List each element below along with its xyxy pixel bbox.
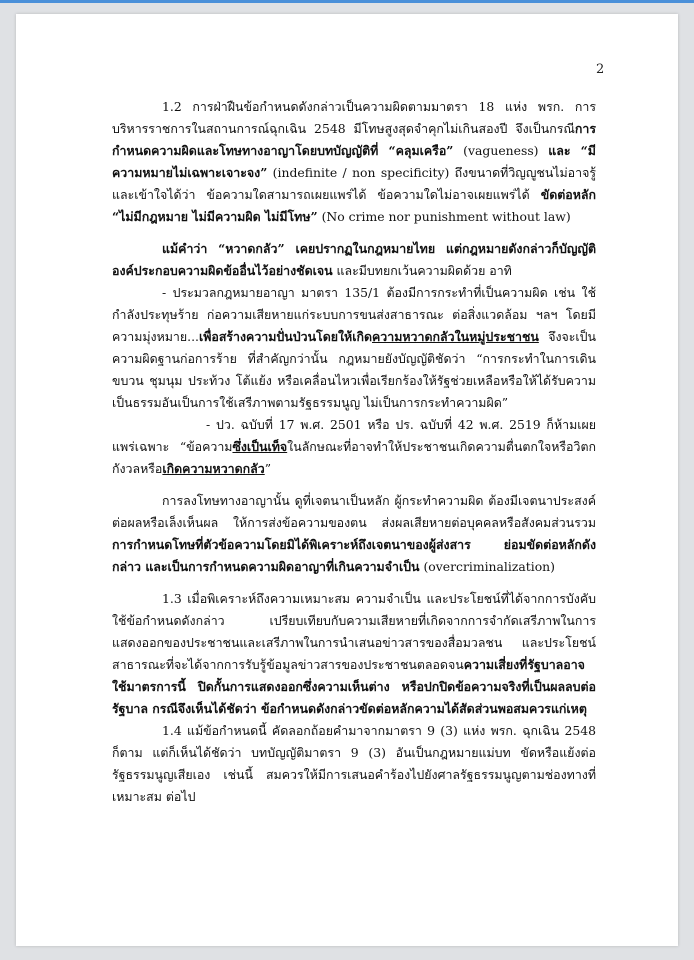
text: - ประมวลกฎหมายอาญา มาตรา 135/1 ต้องมีการกระทำที่เป็นความผิด เช่น ใช้กำลังประทุษร้าย ก่อความเสียหายแก่ระบบการขนส่งสาธารณะ ต่อสิ่งแวดล้อม ฯลฯ โดยมีความมุ่งหมาย...	[112, 285, 596, 344]
bold-underline-text: ซึ่งเป็นเท็จ	[232, 439, 288, 454]
bold-text: การกำหนดความผิดและโทษทางอาญาโดยบทบัญญัติที่ “คลุมเครือ”	[112, 121, 596, 158]
text: (No crime nor punishment without law)	[317, 209, 571, 224]
bold-text: และ “มีความหมายไม่เฉพาะเจาะจง”	[112, 143, 596, 180]
bold-text: ขัดต่อหลัก “ไม่มีกฎหมาย ไม่มีความผิด ไม่มีโทษ”	[112, 187, 596, 224]
paragraph-1-4	[112, 720, 596, 808]
text: (overcriminalization)	[419, 559, 555, 574]
bold-text: การกำหนดโทษที่ตัวข้อความโดยมิได้พิเคราะห์ถึงเจตนาของผู้ส่งสาร ย่อมขัดต่อหลักดังกล่าว และเป็นการกำหนดความผิดอาญาที่เกินความจำเป็น	[112, 537, 596, 574]
text: (vagueness)	[453, 143, 549, 158]
paragraph-announcement-17	[112, 414, 596, 480]
bold-text: ความเสี่ยงที่รัฐบาลอาจใช้มาตรการนี้ ปิดกั้นการแสดงออกซึ่งความเห็นต่าง หรือปกปิดข้อความจริงที่เป็นผลลบต่อรัฐบาล กรณีจึงเห็นได้ชัดว่า ข้อกำหนดดังกล่าวขัดต่อหลักความได้สัดส่วนพอสมควรแก่เหตุ	[112, 657, 596, 716]
text: 1.4 แม้ข้อกำหนดนี้ คัดลอกถ้อยคำมาจากมาตรา 9 (3) แห่ง พรก. ฉุกเฉิน 2548 ก็ตาม แต่ก็เห็นได้ชัดว่า บทบัญญัติมาตรา 9 (3) อันเป็นกฎหมายแม่บท ขัดหรือแย้งต่อรัฐธรรมนูญเสียเอง เช่นนี้ สมควรให้มีการเสนอคำร้องไปยังศาลรัฐธรรมนูญตามช่องทางที่เหมาะสม ต่อไป	[112, 723, 596, 804]
paragraph-1-3	[112, 588, 596, 720]
paragraph-fear-term	[112, 238, 596, 282]
bold-underline-text: เกิดความหวาดกลัว	[162, 461, 265, 476]
paragraph-criminal-intent	[112, 490, 596, 578]
text: - ปว. ฉบับที่ 17 พ.ศ. 2501 หรือ ปร. ฉบับที่ 42 พ.ศ. 2519 ก็ห้ามเผยแพร่เฉพาะ “ข้อความ	[112, 417, 596, 454]
document-body	[112, 96, 596, 808]
text: 1.2 การฝ่าฝืนข้อกำหนดดังกล่าวเป็นความผิดตามมาตรา 18 แห่ง พรก. การบริหารราชการในสถานการณ์ฉุกเฉิน 2548 มีโทษสูงสุดจำคุกไม่เกินสองปี จึงเป็นกรณี	[112, 99, 596, 136]
text: การลงโทษทางอาญานั้น ดูที่เจตนาเป็นหลัก ผู้กระทำความผิด ต้องมีเจตนาประสงค์ต่อผลหรือเล็งเห็นผล ให้การส่งข้อความของตน ส่งผลเสียหายต่อบุคคลหรือสังคมส่วนรวม	[112, 493, 596, 530]
text: จึงจะเป็นความผิดฐานก่อการร้าย ที่สำคัญกว่านั้น กฎหมายยังบัญญัติชัดว่า “การกระทำในการเดินขบวน ชุมนุม ประท้วง โต้แย้ง หรือเคลื่อนไหวเพื่อเรียกร้องให้รัฐช่วยเหลือหรือให้ได้รับความเป็นธรรมอันเป็นการใช้เสรีภาพตามรัฐธรรมนูญ ไม่เป็นการกระทำความผิด”	[112, 329, 596, 410]
paragraph-1-2	[112, 96, 596, 228]
document-page	[16, 14, 678, 946]
top-accent-bar	[0, 0, 694, 3]
text: ”	[264, 461, 272, 476]
text: (indefinite / non specificity) ถึงขนาดที่วิญญูชนไม่อาจรู้และเข้าใจได้ว่า ข้อความใดสามารถเผยแพร่ได้ ข้อความใดไม่อาจเผยแพร่ได้	[112, 165, 596, 202]
text: และมีบทยกเว้นความผิดด้วย อาทิ	[332, 263, 512, 278]
page-number: 2	[596, 62, 605, 77]
bold-underline-text: ความหวาดกลัวในหมู่ประชาชน	[372, 329, 539, 344]
text: ในลักษณะที่อาจทำให้ประชาชนเกิดความตื่นตกใจหรือวิตกกังวลหรือ	[112, 439, 596, 476]
bold-text: แม้คำว่า “หวาดกลัว” เคยปรากฏในกฎหมายไทย แต่กฎหมายดังกล่าวก็บัญญัติองค์ประกอบความผิดข้ออื่นไว้อย่างชัดเจน	[112, 241, 596, 278]
bold-text: เพื่อสร้างความปั่นป่วนโดยให้เกิด	[198, 329, 373, 344]
paragraph-penal-code-135-1	[112, 282, 596, 414]
text: 1.3 เมื่อพิเคราะห์ถึงความเหมาะสม ความจำเป็น และประโยชน์ที่ได้จากการบังคับใช้ข้อกำหนดดังกล่าว เปรียบเทียบกับความเสียหายที่เกิดจากการจำกัดเสรีภาพในการแสดงออกของประชาชนและเสรีภาพในการนำเสนอข่าวสารของสื่อมวลชน และประโยชน์สาธารณะที่จะได้จากการรับรู้ข้อมูลข่าวสารของประชาชนตลอดจน	[112, 591, 596, 672]
